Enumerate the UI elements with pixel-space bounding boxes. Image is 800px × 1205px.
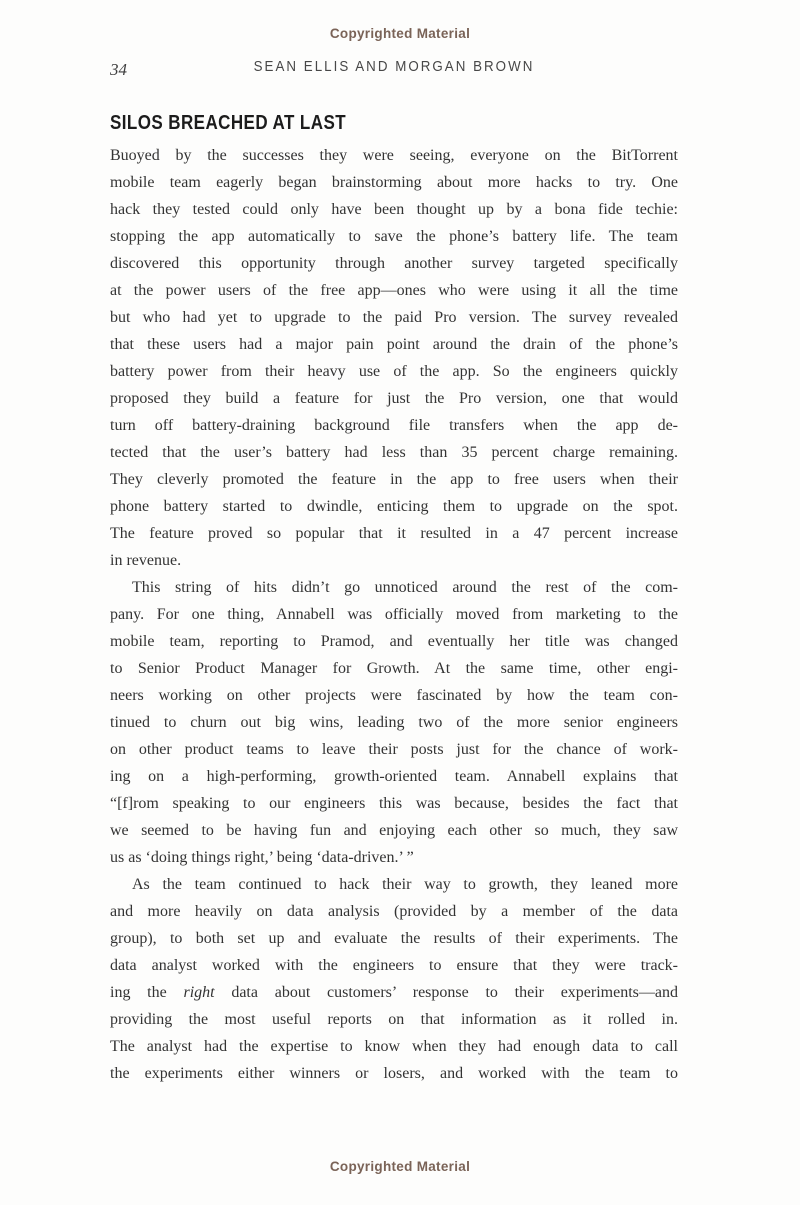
text-line: at the power users of the free app—ones who were using it all the time <box>110 282 678 299</box>
text-line: tinued to churn out big wins, leading two of the more senior engineers <box>110 714 678 731</box>
text-line: us as ‘doing things right,’ being ‘data-driven.’ ” <box>110 849 414 866</box>
copyright-notice-bottom: Copyrighted Material <box>329 1159 471 1174</box>
text-segment: data about customers’ response to their experiments—and <box>214 984 678 1001</box>
text-line: phone battery started to dwindle, enticing them to upgrade on the spot. <box>110 498 678 515</box>
text-line: group), to both set up and evaluate the results of their experiments. The <box>110 930 678 947</box>
paragraph <box>110 871 678 1087</box>
text-line: pany. For one thing, Annabell was officially moved from marketing to the <box>110 606 678 623</box>
text-segment: ing the <box>110 984 184 1001</box>
section-heading: SILOS BREACHED AT LAST <box>110 112 347 134</box>
text-line: Buoyed by the successes they were seeing, everyone on the BitTorrent <box>110 147 678 164</box>
text-line: They cleverly promoted the feature in the app to free users when their <box>110 471 678 488</box>
text-line: but who had yet to upgrade to the paid Pro version. The survey revealed <box>110 309 678 326</box>
text-line: providing the most useful reports on that information as it rolled in. <box>110 1011 678 1028</box>
text-line: tected that the user’s battery had less than 35 percent charge remaining. <box>110 444 678 461</box>
paragraph <box>110 574 678 871</box>
emphasized-word: right <box>183 984 215 1001</box>
running-head: SEAN ELLIS AND MORGAN BROWN <box>253 59 535 75</box>
text-line: that these users had a major pain point around the drain of the phone’s <box>110 336 678 353</box>
text-line: “[f]rom speaking to our engineers this was because, besides the fact that <box>110 795 678 812</box>
text-line: to Senior Product Manager for Growth. At the same time, other engi- <box>110 660 678 677</box>
text-line: The feature proved so popular that it resulted in a 47 percent increase <box>110 525 678 542</box>
text-line: the experiments either winners or losers, and worked with the team to <box>110 1065 678 1082</box>
text-line: ing on a high-performing, growth-oriented team. Annabell explains that <box>110 768 678 785</box>
text-line: in revenue. <box>110 552 182 569</box>
text-line: As the team continued to hack their way to growth, they leaned more <box>132 876 678 893</box>
text-line: battery power from their heavy use of the app. So the engineers quickly <box>110 363 678 380</box>
text-line: turn off battery-draining background file transfers when the app de- <box>110 417 678 434</box>
text-line: mobile team eagerly began brainstorming about more hacks to try. One <box>110 174 678 191</box>
text-line: stopping the app automatically to save the phone’s battery life. The team <box>110 228 678 245</box>
paragraph <box>110 142 678 574</box>
body-text <box>110 142 678 1087</box>
text-line: on other product teams to leave their posts just for the chance of work- <box>110 741 678 758</box>
text-line: The analyst had the expertise to know when they had enough data to call <box>110 1038 678 1055</box>
text-line <box>110 979 678 1006</box>
text-line: data analyst worked with the engineers to ensure that they were track- <box>110 957 678 974</box>
text-line: mobile team, reporting to Pramod, and eventually her title was changed <box>110 633 678 650</box>
text-line: neers working on other projects were fascinated by how the team con- <box>110 687 678 704</box>
text-line: and more heavily on data analysis (provided by a member of the data <box>110 903 678 920</box>
text-line: proposed they build a feature for just the Pro version, one that would <box>110 390 678 407</box>
page-number: 34 <box>110 60 127 79</box>
page-header <box>110 59 678 81</box>
text-line: hack they tested could only have been thought up by a bona fide techie: <box>110 201 678 218</box>
text-line: we seemed to be having fun and enjoying each other so much, they saw <box>110 822 678 839</box>
text-line: discovered this opportunity through another survey targeted specifically <box>110 255 678 272</box>
text-line: This string of hits didn’t go unnoticed around the rest of the com- <box>132 579 678 596</box>
copyright-notice-top: Copyrighted Material <box>329 26 471 41</box>
